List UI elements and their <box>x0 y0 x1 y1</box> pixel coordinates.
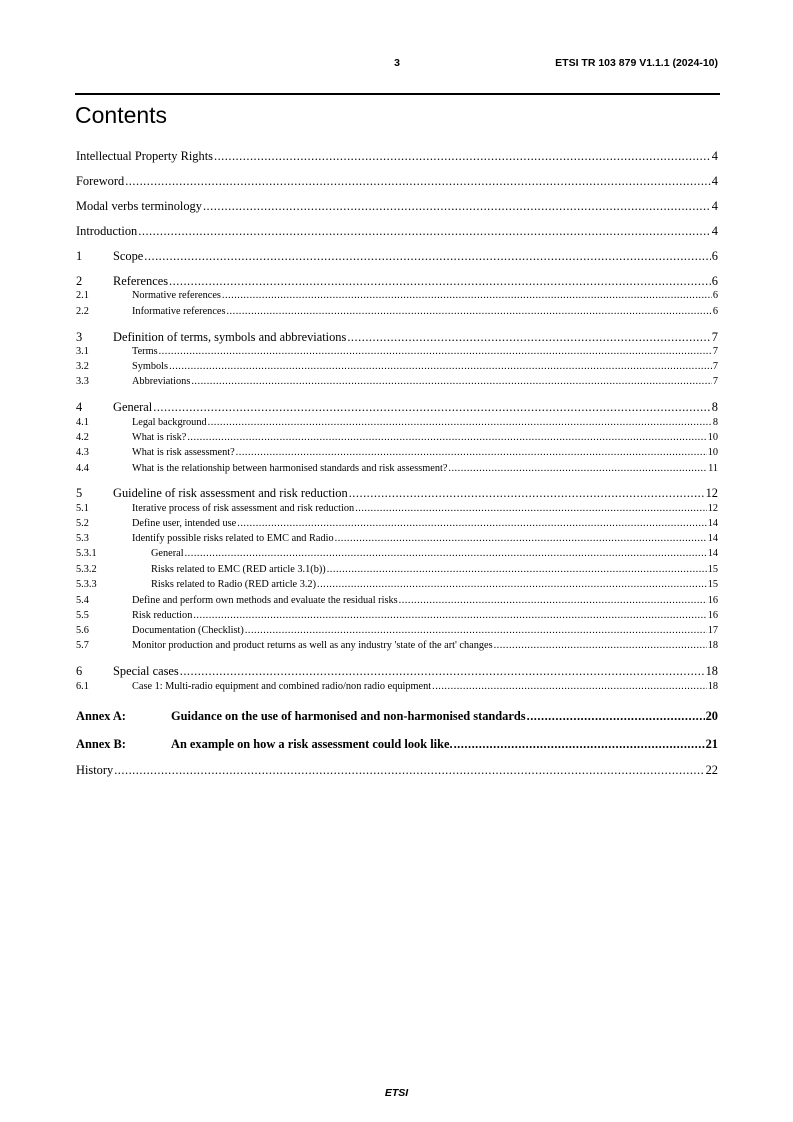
toc-entry-page: 12 <box>707 503 718 514</box>
toc-entry-label: An example on how a risk assessment could look like. <box>171 737 453 751</box>
toc-entry-page: 16 <box>707 595 718 606</box>
toc-dot-leader <box>180 664 705 679</box>
toc-dot-leader <box>214 149 711 164</box>
toc-entry-number: 5.1 <box>76 503 89 514</box>
toc-dot-leader <box>144 249 711 264</box>
toc-entry-label: What is risk? <box>132 432 187 443</box>
toc-entry-page: 7 <box>712 346 718 357</box>
toc-entry-number: 5.4 <box>76 595 89 606</box>
toc-entry-label: Guideline of risk assessment and risk reduction <box>113 486 348 500</box>
table-of-contents <box>76 0 718 1122</box>
page-number: 3 <box>394 57 400 69</box>
toc-entry-label: Case 1: Multi-radio equipment and combined radio/non radio equipment <box>132 681 432 692</box>
toc-entry-page: 14 <box>707 533 718 544</box>
toc-entry[interactable] <box>76 533 718 546</box>
toc-entry-number: 4.2 <box>76 432 89 443</box>
toc-entry-page: 18 <box>707 640 718 651</box>
toc-entry[interactable] <box>76 376 718 389</box>
toc-entry-label: What is the relationship between harmonised standards and risk assessment? <box>132 463 448 474</box>
toc-entry-page: 6 <box>712 306 718 317</box>
toc-dot-leader <box>245 625 707 638</box>
toc-entry-label: Informative references <box>132 306 226 317</box>
toc-entry[interactable] <box>76 249 718 264</box>
toc-entry[interactable] <box>76 447 718 460</box>
toc-dot-leader <box>399 595 707 608</box>
toc-entry[interactable] <box>76 400 718 415</box>
toc-entry-label: Special cases <box>113 664 179 678</box>
toc-entry-label: Risk reduction <box>132 610 193 621</box>
toc-entry-number: 5.2 <box>76 518 89 529</box>
toc-entry-number: 5.5 <box>76 610 89 621</box>
toc-entry[interactable] <box>76 737 718 752</box>
toc-dot-leader <box>527 709 705 724</box>
toc-dot-leader <box>222 290 712 303</box>
toc-dot-leader <box>185 548 707 561</box>
toc-dot-leader <box>226 306 711 319</box>
toc-entry-page: 12 <box>705 486 718 500</box>
toc-entry[interactable] <box>76 664 718 679</box>
toc-entry-number: 5.6 <box>76 625 89 636</box>
toc-entry-label: Scope <box>113 249 144 263</box>
toc-entry-number: 4 <box>76 400 83 414</box>
toc-entry[interactable] <box>76 681 718 694</box>
toc-entry-page: 22 <box>705 763 718 777</box>
toc-dot-leader <box>237 518 706 531</box>
toc-dot-leader <box>203 199 711 214</box>
toc-dot-leader <box>138 224 711 239</box>
toc-entry[interactable] <box>76 625 718 638</box>
toc-entry-page: 6 <box>711 249 718 263</box>
toc-entry-page: 20 <box>705 709 718 723</box>
toc-dot-leader <box>169 274 711 289</box>
toc-entry-number: 6 <box>76 664 83 678</box>
toc-entry[interactable] <box>76 640 718 653</box>
toc-entry-number: 3.2 <box>76 361 89 372</box>
toc-entry[interactable] <box>76 579 718 592</box>
toc-entry-page: 8 <box>711 400 718 414</box>
toc-dot-leader <box>327 564 707 577</box>
toc-entry-page: 10 <box>707 432 718 443</box>
toc-dot-leader <box>448 463 707 476</box>
toc-entry[interactable] <box>76 486 718 501</box>
toc-entry-label: Define user, intended use <box>132 518 237 529</box>
toc-entry[interactable] <box>76 417 718 430</box>
toc-entry-page: 18 <box>705 664 718 678</box>
page-title: Contents <box>75 102 168 128</box>
toc-entry-page: 21 <box>705 737 718 751</box>
toc-entry-page: 7 <box>712 376 718 387</box>
toc-entry-label: Monitor production and product returns as well as any industry 'state of the art' changes <box>132 640 493 651</box>
toc-entry-label: Guidance on the use of harmonised and non-harmonised standards <box>171 709 526 723</box>
toc-entry[interactable] <box>76 149 718 164</box>
toc-entry-label: Normative references <box>132 290 221 301</box>
toc-entry[interactable] <box>76 361 718 374</box>
toc-entry-number: 6.1 <box>76 681 89 692</box>
toc-entry-number: 5.3.2 <box>76 564 97 575</box>
toc-entry-page: 14 <box>707 518 718 529</box>
toc-entry-number: 5.3.3 <box>76 579 97 590</box>
toc-entry-label: Definition of terms, symbols and abbreviations <box>113 330 347 344</box>
toc-entry-number: 1 <box>76 249 83 263</box>
toc-entry-label: Foreword <box>76 174 125 188</box>
toc-entry-number: 2.1 <box>76 290 89 301</box>
toc-entry-label: Introduction <box>76 224 138 238</box>
toc-dot-leader <box>454 737 705 752</box>
toc-entry-label: Legal background <box>132 417 207 428</box>
toc-dot-leader <box>317 579 707 592</box>
toc-dot-leader <box>208 417 712 430</box>
document-reference: ETSI TR 103 879 V1.1.1 (2024-10) <box>555 57 718 69</box>
toc-entry-page: 15 <box>707 579 718 590</box>
toc-entry[interactable] <box>76 548 718 561</box>
toc-entry-page: 14 <box>707 548 718 559</box>
footer-org: ETSI <box>384 1087 409 1099</box>
toc-entry-number: Annex A: <box>76 709 126 723</box>
toc-entry-page: 18 <box>707 681 718 692</box>
toc-entry[interactable] <box>76 564 718 577</box>
toc-entry-page: 6 <box>711 274 718 288</box>
toc-dot-leader <box>125 174 711 189</box>
toc-entry-page: 7 <box>711 330 718 344</box>
toc-dot-leader <box>494 640 707 653</box>
toc-entry-label: Symbols <box>132 361 169 372</box>
toc-entry-label: History <box>76 763 114 777</box>
toc-entry-number: 2.2 <box>76 306 89 317</box>
toc-entry[interactable] <box>76 610 718 623</box>
toc-dot-leader <box>193 610 706 623</box>
toc-entry[interactable] <box>76 330 718 345</box>
toc-entry-label: Documentation (Checklist) <box>132 625 244 636</box>
toc-entry-page: 8 <box>712 417 718 428</box>
toc-dot-leader <box>432 681 707 694</box>
toc-entry[interactable] <box>76 432 718 445</box>
toc-entry[interactable] <box>76 595 718 608</box>
toc-entry-label: Identify possible risks related to EMC and Radio <box>132 533 334 544</box>
toc-entry-number: 5.3 <box>76 533 89 544</box>
toc-entry-label: Modal verbs terminology <box>76 199 202 213</box>
toc-entry-label: Define and perform own methods and evaluate the residual risks <box>132 595 398 606</box>
toc-entry-number: 4.1 <box>76 417 89 428</box>
toc-entry-number: 5 <box>76 486 83 500</box>
toc-dot-leader <box>347 330 710 345</box>
toc-entry-label: References <box>113 274 169 288</box>
toc-entry-page: 4 <box>711 149 718 163</box>
toc-entry-number: 2 <box>76 274 83 288</box>
toc-entry[interactable] <box>76 290 718 303</box>
toc-entry[interactable] <box>76 174 718 189</box>
toc-entry-page: 15 <box>707 564 718 575</box>
toc-entry-number: 4.4 <box>76 463 89 474</box>
toc-entry-page: 4 <box>711 174 718 188</box>
toc-entry-page: 7 <box>712 361 718 372</box>
toc-entry[interactable] <box>76 274 718 289</box>
toc-entry[interactable] <box>76 346 718 359</box>
toc-entry-label: Risks related to EMC (RED article 3.1(b)) <box>151 564 326 575</box>
toc-entry[interactable] <box>76 763 718 778</box>
toc-entry-label: General <box>113 400 153 414</box>
toc-entry-label: What is risk assessment? <box>132 447 235 458</box>
toc-dot-leader <box>153 400 711 415</box>
toc-dot-leader <box>349 486 705 501</box>
toc-dot-leader <box>169 361 712 374</box>
toc-entry-page: 6 <box>712 290 718 301</box>
toc-entry-number: 4.3 <box>76 447 89 458</box>
toc-dot-leader <box>335 533 707 546</box>
toc-entry-number: 3 <box>76 330 83 344</box>
toc-dot-leader <box>159 346 712 359</box>
toc-dot-leader <box>355 503 707 516</box>
toc-entry-label: Risks related to Radio (RED article 3.2) <box>151 579 316 590</box>
toc-entry[interactable] <box>76 518 718 531</box>
toc-entry[interactable] <box>76 709 718 724</box>
toc-dot-leader <box>236 447 707 460</box>
toc-entry-page: 4 <box>711 224 718 238</box>
toc-entry-label: General <box>151 548 184 559</box>
toc-dot-leader <box>191 376 712 389</box>
toc-entry[interactable] <box>76 463 718 476</box>
toc-dot-leader <box>187 432 706 445</box>
toc-entry[interactable] <box>76 503 718 516</box>
toc-entry-label: Iterative process of risk assessment and risk reduction <box>132 503 355 514</box>
toc-entry-page: 4 <box>711 199 718 213</box>
toc-entry-label: Abbreviations <box>132 376 191 387</box>
toc-entry-label: Intellectual Property Rights <box>76 149 213 163</box>
toc-entry-number: Annex B: <box>76 737 126 751</box>
toc-entry-number: 5.3.1 <box>76 548 97 559</box>
toc-entry-number: 3.1 <box>76 346 89 357</box>
toc-entry-page: 10 <box>707 447 718 458</box>
toc-entry[interactable] <box>76 224 718 239</box>
toc-entry-page: 11 <box>708 463 718 474</box>
toc-entry-number: 5.7 <box>76 640 89 651</box>
toc-entry-page: 16 <box>707 610 718 621</box>
toc-entry-number: 3.3 <box>76 376 89 387</box>
toc-dot-leader <box>114 763 704 778</box>
toc-entry[interactable] <box>76 306 718 319</box>
toc-entry-label: Terms <box>132 346 158 357</box>
toc-entry[interactable] <box>76 199 718 214</box>
toc-entry-page: 17 <box>707 625 718 636</box>
